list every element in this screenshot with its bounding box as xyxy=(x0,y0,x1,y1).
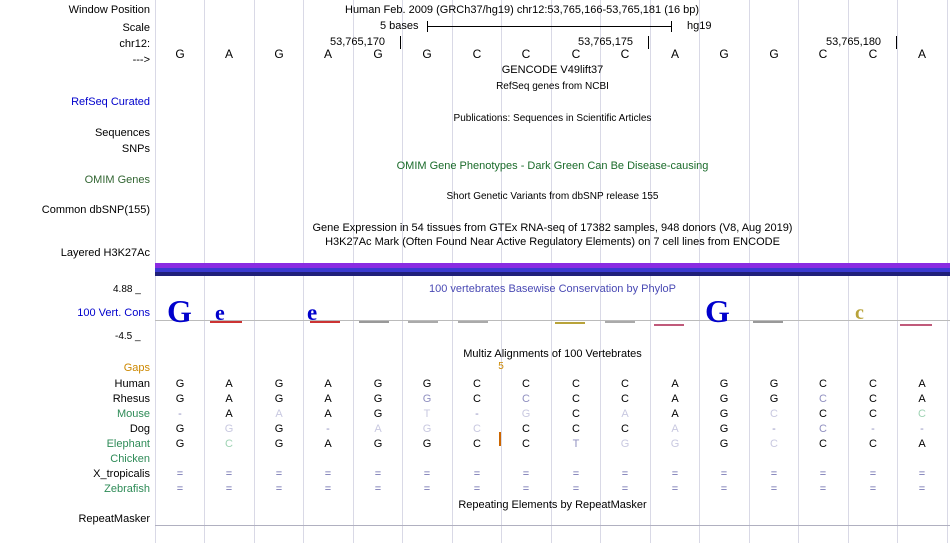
align-cell: = xyxy=(819,468,827,480)
label-gaps: Gaps xyxy=(123,362,150,374)
ruler-base: G xyxy=(175,47,185,61)
species-label-zebrafish: Zebrafish xyxy=(104,483,150,495)
align-cell: = xyxy=(423,468,431,480)
scale-text: 5 bases xyxy=(380,20,419,32)
align-cell: C xyxy=(572,423,580,435)
align-cell: = xyxy=(473,468,481,480)
align-cell: C xyxy=(819,438,827,450)
align-cell: A xyxy=(225,408,233,420)
align-cell: C xyxy=(473,378,481,390)
align-cell: A xyxy=(918,438,926,450)
align-cell: C xyxy=(522,393,530,405)
gencode-track-title[interactable]: GENCODE V49lift37 xyxy=(501,64,604,76)
ruler-base: A xyxy=(670,47,679,61)
label-scale: Scale xyxy=(122,22,150,34)
window-position-text: Human Feb. 2009 (GRCh37/hg19) chr12:53,765,166-53,765,181 (16 bp) xyxy=(345,4,700,16)
align-cell: A xyxy=(275,408,283,420)
refseq-track-subtitle[interactable]: RefSeq genes from NCBI xyxy=(496,81,609,92)
align-cell: = xyxy=(918,483,926,495)
align-cell: A xyxy=(324,393,332,405)
align-cell: A xyxy=(324,408,332,420)
align-cell: - xyxy=(475,408,479,420)
h3k27ac-track-title[interactable]: H3K27Ac Mark (Often Found Near Active Regulatory Elements) on 7 cell lines from ENCODE xyxy=(325,236,780,248)
align-cell: C xyxy=(819,378,827,390)
align-cell: = xyxy=(819,483,827,495)
species-label-mouse: Mouse xyxy=(116,408,150,420)
ruler-base: G xyxy=(422,47,432,61)
align-cell: = xyxy=(275,483,283,495)
assembly-text: hg19 xyxy=(687,20,712,32)
align-cell: C xyxy=(869,378,877,390)
cons-bar-11: G xyxy=(705,293,730,329)
species-label-xtropicalis: X_tropicalis xyxy=(93,468,150,480)
ruler-tick xyxy=(400,36,401,49)
repeatmasker-track-title[interactable]: Repeating Elements by RepeatMasker xyxy=(458,499,647,511)
align-cell: C xyxy=(819,423,827,435)
align-cell: = xyxy=(720,483,728,495)
align-cell: C xyxy=(572,378,580,390)
align-cell: G xyxy=(422,393,432,405)
gap-count-marker: 5 xyxy=(498,361,504,372)
align-cell: = xyxy=(918,468,926,480)
publications-track-title[interactable]: Publications: Sequences in Scientific Articles xyxy=(453,113,652,124)
align-cell: G xyxy=(422,423,432,435)
ruler-base: G xyxy=(274,47,284,61)
align-cell: G xyxy=(719,378,729,390)
ruler-base: A xyxy=(323,47,332,61)
align-cell: = xyxy=(770,468,778,480)
label-repeatmasker[interactable]: RepeatMasker xyxy=(78,513,150,525)
align-cell: - xyxy=(772,423,776,435)
cons-bar-0: G xyxy=(167,293,192,329)
align-cell: = xyxy=(176,483,184,495)
align-cell: = xyxy=(374,483,382,495)
ruler-base: C xyxy=(620,47,630,61)
align-cell: = xyxy=(522,468,530,480)
align-cell: G xyxy=(175,378,185,390)
label-refseq-curated[interactable]: RefSeq Curated xyxy=(71,96,150,108)
align-cell: C xyxy=(522,438,530,450)
label-100-vert-cons[interactable]: 100 Vert. Cons xyxy=(77,307,150,319)
scale-bar xyxy=(427,26,672,27)
align-cell: = xyxy=(720,468,728,480)
align-cell: C xyxy=(473,393,481,405)
label-omim-genes[interactable]: OMIM Genes xyxy=(84,174,150,186)
ruler-tick xyxy=(896,36,897,49)
scale-bar-tick-right xyxy=(671,21,672,32)
label-window-position: Window Position xyxy=(68,4,150,16)
align-cell: T xyxy=(423,408,431,420)
align-cell: A xyxy=(225,378,233,390)
align-cell: - xyxy=(920,423,924,435)
cons-bar-14 xyxy=(900,324,932,326)
align-cell: A xyxy=(374,423,382,435)
align-cell: G xyxy=(670,438,680,450)
label-layered-h3k27ac[interactable]: Layered H3K27Ac xyxy=(60,247,150,259)
label-common-dbsnp[interactable]: Common dbSNP(155) xyxy=(41,204,150,216)
align-cell: C xyxy=(621,378,629,390)
cons-bar-12 xyxy=(753,321,783,323)
label-arrow: ---> xyxy=(132,54,150,66)
cons-bar-4: e xyxy=(307,300,318,325)
cons-bar-7 xyxy=(458,321,488,323)
align-cell: = xyxy=(869,483,877,495)
align-cell: C xyxy=(918,408,926,420)
multiz-track-title[interactable]: Multiz Alignments of 100 Vertebrates xyxy=(463,348,642,360)
ruler-position-3: 53,765,180 xyxy=(826,36,882,48)
cons-bar-9 xyxy=(605,321,635,323)
align-cell: A xyxy=(225,393,233,405)
cons-bar-2: e xyxy=(215,300,225,325)
align-cell: G xyxy=(175,438,185,450)
align-cell: C xyxy=(572,393,580,405)
align-cell: G xyxy=(274,378,284,390)
align-cell: G xyxy=(422,438,432,450)
label-sequences[interactable]: Sequences xyxy=(94,127,150,139)
align-cell: C xyxy=(522,423,530,435)
h3k27ac-signal-navy[interactable] xyxy=(155,272,950,276)
omim-track-title[interactable]: OMIM Gene Phenotypes - Dark Green Can Be Disease-causing xyxy=(396,160,709,172)
align-cell: C xyxy=(522,378,530,390)
align-cell: A xyxy=(918,378,926,390)
align-cell: A xyxy=(671,408,679,420)
species-label-dog: Dog xyxy=(129,423,150,435)
cons-bar-13: c xyxy=(855,302,864,324)
align-cell: G xyxy=(175,393,185,405)
ruler-base: C xyxy=(818,47,828,61)
align-cell: = xyxy=(374,468,382,480)
align-cell: G xyxy=(175,423,185,435)
align-cell: G xyxy=(274,393,284,405)
species-label-chicken: Chicken xyxy=(110,453,150,465)
align-cell: G xyxy=(373,393,383,405)
align-cell: G xyxy=(373,378,383,390)
align-cell: = xyxy=(572,468,580,480)
species-label-human: Human xyxy=(114,378,150,390)
ruler-base: C xyxy=(521,47,531,61)
ruler-base: C xyxy=(571,47,581,61)
align-cell: = xyxy=(225,483,233,495)
ruler-base: G xyxy=(769,47,779,61)
dbsnp-track-title[interactable]: Short Genetic Variants from dbSNP release 155 xyxy=(446,191,659,202)
gtex-track-title[interactable]: Gene Expression in 54 tissues from GTEx RNA-seq of 17382 samples, 948 donors (V8, Aug 2019) xyxy=(312,222,793,234)
align-cell: = xyxy=(522,483,530,495)
align-cell: = xyxy=(225,468,233,480)
ruler-position-2: 53,765,175 xyxy=(578,36,634,48)
cons-min-tick: -4.5 _ xyxy=(115,331,141,342)
align-cell: G xyxy=(769,378,779,390)
align-cell: = xyxy=(770,483,778,495)
align-cell: G xyxy=(719,408,729,420)
insertion-marker xyxy=(499,432,501,446)
align-cell: G xyxy=(719,423,729,435)
ruler-base: C xyxy=(472,47,482,61)
align-cell: G xyxy=(274,438,284,450)
label-snps[interactable]: SNPs xyxy=(121,143,150,155)
align-cell: = xyxy=(671,468,679,480)
align-cell: A xyxy=(671,393,679,405)
cons-max-tick: 4.88 _ xyxy=(113,284,141,295)
ruler-base: A xyxy=(224,47,233,61)
align-cell: = xyxy=(324,468,332,480)
align-cell: G xyxy=(719,393,729,405)
align-cell: = xyxy=(473,483,481,495)
align-cell: C xyxy=(869,393,877,405)
align-cell: C xyxy=(770,438,778,450)
align-cell: C xyxy=(869,438,877,450)
align-cell: T xyxy=(572,438,580,450)
align-cell: = xyxy=(621,468,629,480)
align-cell: = xyxy=(572,483,580,495)
align-cell: A xyxy=(671,423,679,435)
align-cell: G xyxy=(719,438,729,450)
cons-bar-10 xyxy=(654,324,684,326)
align-cell: C xyxy=(225,438,233,450)
align-cell: G xyxy=(521,408,531,420)
align-cell: C xyxy=(770,408,778,420)
align-cell: = xyxy=(176,468,184,480)
align-cell: G xyxy=(620,438,630,450)
cons-bar-8 xyxy=(555,322,585,324)
align-cell: A xyxy=(621,408,629,420)
align-cell: = xyxy=(423,483,431,495)
align-cell: - xyxy=(178,408,182,420)
align-cell: = xyxy=(621,483,629,495)
align-cell: C xyxy=(572,408,580,420)
align-cell: A xyxy=(324,378,332,390)
track-label-column xyxy=(0,0,155,543)
align-cell: C xyxy=(473,438,481,450)
align-cell: C xyxy=(621,393,629,405)
align-cell: G xyxy=(224,423,234,435)
align-cell: C xyxy=(819,408,827,420)
align-cell: C xyxy=(473,423,481,435)
ruler-base: G xyxy=(373,47,383,61)
ruler-base: A xyxy=(917,47,926,61)
bottom-divider xyxy=(155,525,950,526)
align-cell: C xyxy=(869,408,877,420)
label-chrom: chr12: xyxy=(119,38,150,50)
align-cell: = xyxy=(324,483,332,495)
species-label-elephant: Elephant xyxy=(106,438,150,450)
align-cell: C xyxy=(621,423,629,435)
align-cell: G xyxy=(373,408,383,420)
cons-bar-6 xyxy=(408,321,438,323)
align-cell: A xyxy=(324,438,332,450)
align-cell: = xyxy=(275,468,283,480)
ruler-base: G xyxy=(719,47,729,61)
align-cell: - xyxy=(326,423,330,435)
scale-bar-tick-left xyxy=(427,21,428,32)
align-cell: = xyxy=(869,468,877,480)
align-cell: C xyxy=(819,393,827,405)
cons-bar-5 xyxy=(359,321,389,323)
ruler-base: C xyxy=(868,47,878,61)
align-cell: A xyxy=(918,393,926,405)
align-cell: - xyxy=(871,423,875,435)
phylop-track-title[interactable]: 100 vertebrates Basewise Conservation by PhyloP xyxy=(428,283,677,295)
align-cell: G xyxy=(769,393,779,405)
align-cell: G xyxy=(422,378,432,390)
align-cell: A xyxy=(671,378,679,390)
ruler-tick xyxy=(648,36,649,49)
align-cell: G xyxy=(373,438,383,450)
cons-baseline xyxy=(155,320,950,321)
species-label-rhesus: Rhesus xyxy=(112,393,150,405)
ruler-position-1: 53,765,170 xyxy=(330,36,386,48)
align-cell: G xyxy=(274,423,284,435)
align-cell: = xyxy=(671,483,679,495)
